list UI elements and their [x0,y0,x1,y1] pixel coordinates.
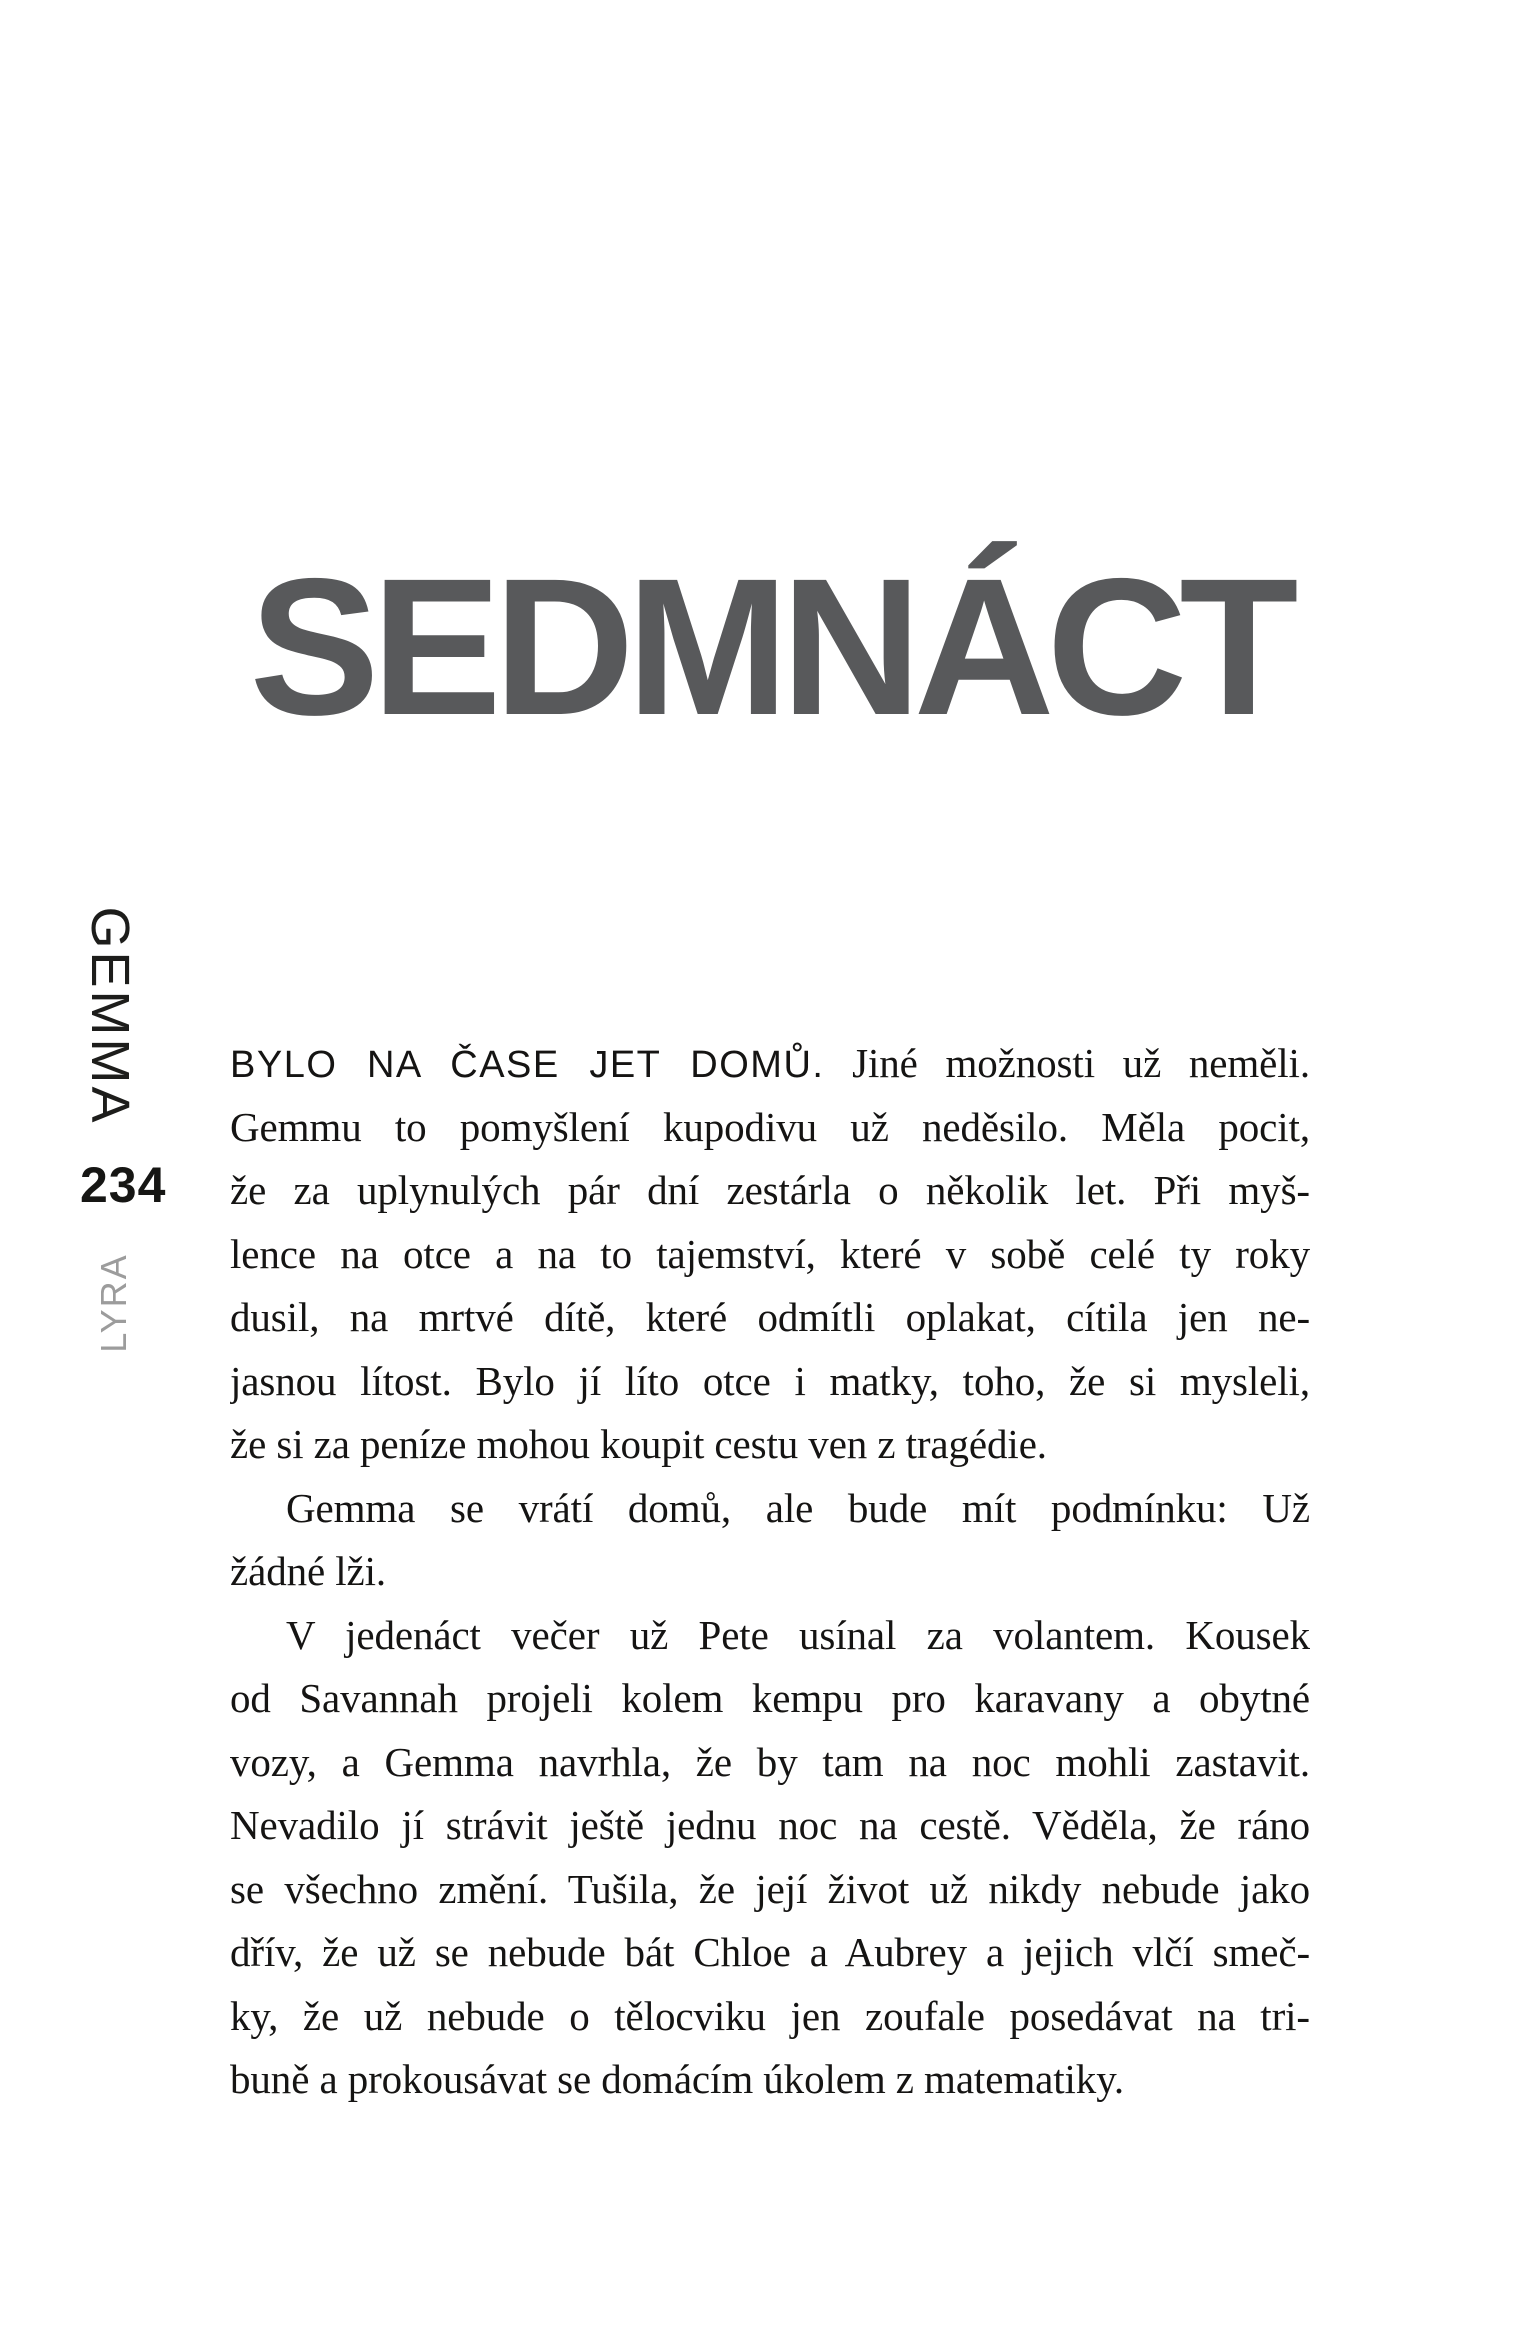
text-line: buně a prokousávat se domácím úkolem z matematiky. [230,2056,1125,2102]
text-line [230,1032,1310,1096]
text-line: lence na otce a na to tajemství, které v sobě celé ty roky [230,1230,1310,1277]
body-text [230,1032,1310,2112]
page-number: 234 [80,1157,167,1213]
text-line: že za uplynulých pár dní zestárla o několik let. Při myš- [230,1167,1310,1213]
chapter-title: SEDMNÁCT [249,538,1291,756]
text-line: dusil, na mrtvé dítě, které odmítli oplakat, cítila jen ne- [230,1294,1310,1340]
text-line: Nevadilo jí strávit ještě jednu noc na cestě. Věděla, že ráno [230,1802,1310,1848]
text-line: že si za peníze mohou koupit cestu ven z tragédie. [230,1421,1047,1467]
text-line: Gemmu to pomyšlení kupodivu už neděsilo. Měla pocit, [230,1103,1310,1150]
text-line: vozy, a Gemma navrhla, že by tam na noc mohli zastavit. [230,1738,1310,1785]
sidebar-name-lyra: LYRA [93,1253,134,1353]
text-line: V jedenáct večer už Pete usínal za volantem. Kousek [286,1611,1310,1658]
text-line: Gemma se vrátí domů, ale bude mít podmínku: Už [286,1484,1310,1531]
text-line: od Savannah projeli kolem kempu pro karavany a obytné [230,1675,1310,1721]
text-line: dřív, že už se nebude bát Chloe a Aubrey a jejich vlčí smeč- [230,1929,1310,1975]
text-line: se všechno změní. Tušila, že její život už nikdy nebude jako [230,1865,1310,1912]
text-line: jasnou lítost. Bylo jí líto otce i matky, toho, že si mysleli, [230,1357,1310,1404]
text-run: Jiné možnosti už neměli. [852,1040,1310,1086]
sidebar-name-gemma: GEMMA [80,906,140,1126]
text-line: žádné lži. [230,1548,387,1594]
chapter-opening-phrase: BYLO NA ČASE JET DOMŮ. [230,1044,825,1086]
text-line: ky, že už nebude o tělocviku jen zoufale posedávat na tri- [230,1992,1310,2039]
